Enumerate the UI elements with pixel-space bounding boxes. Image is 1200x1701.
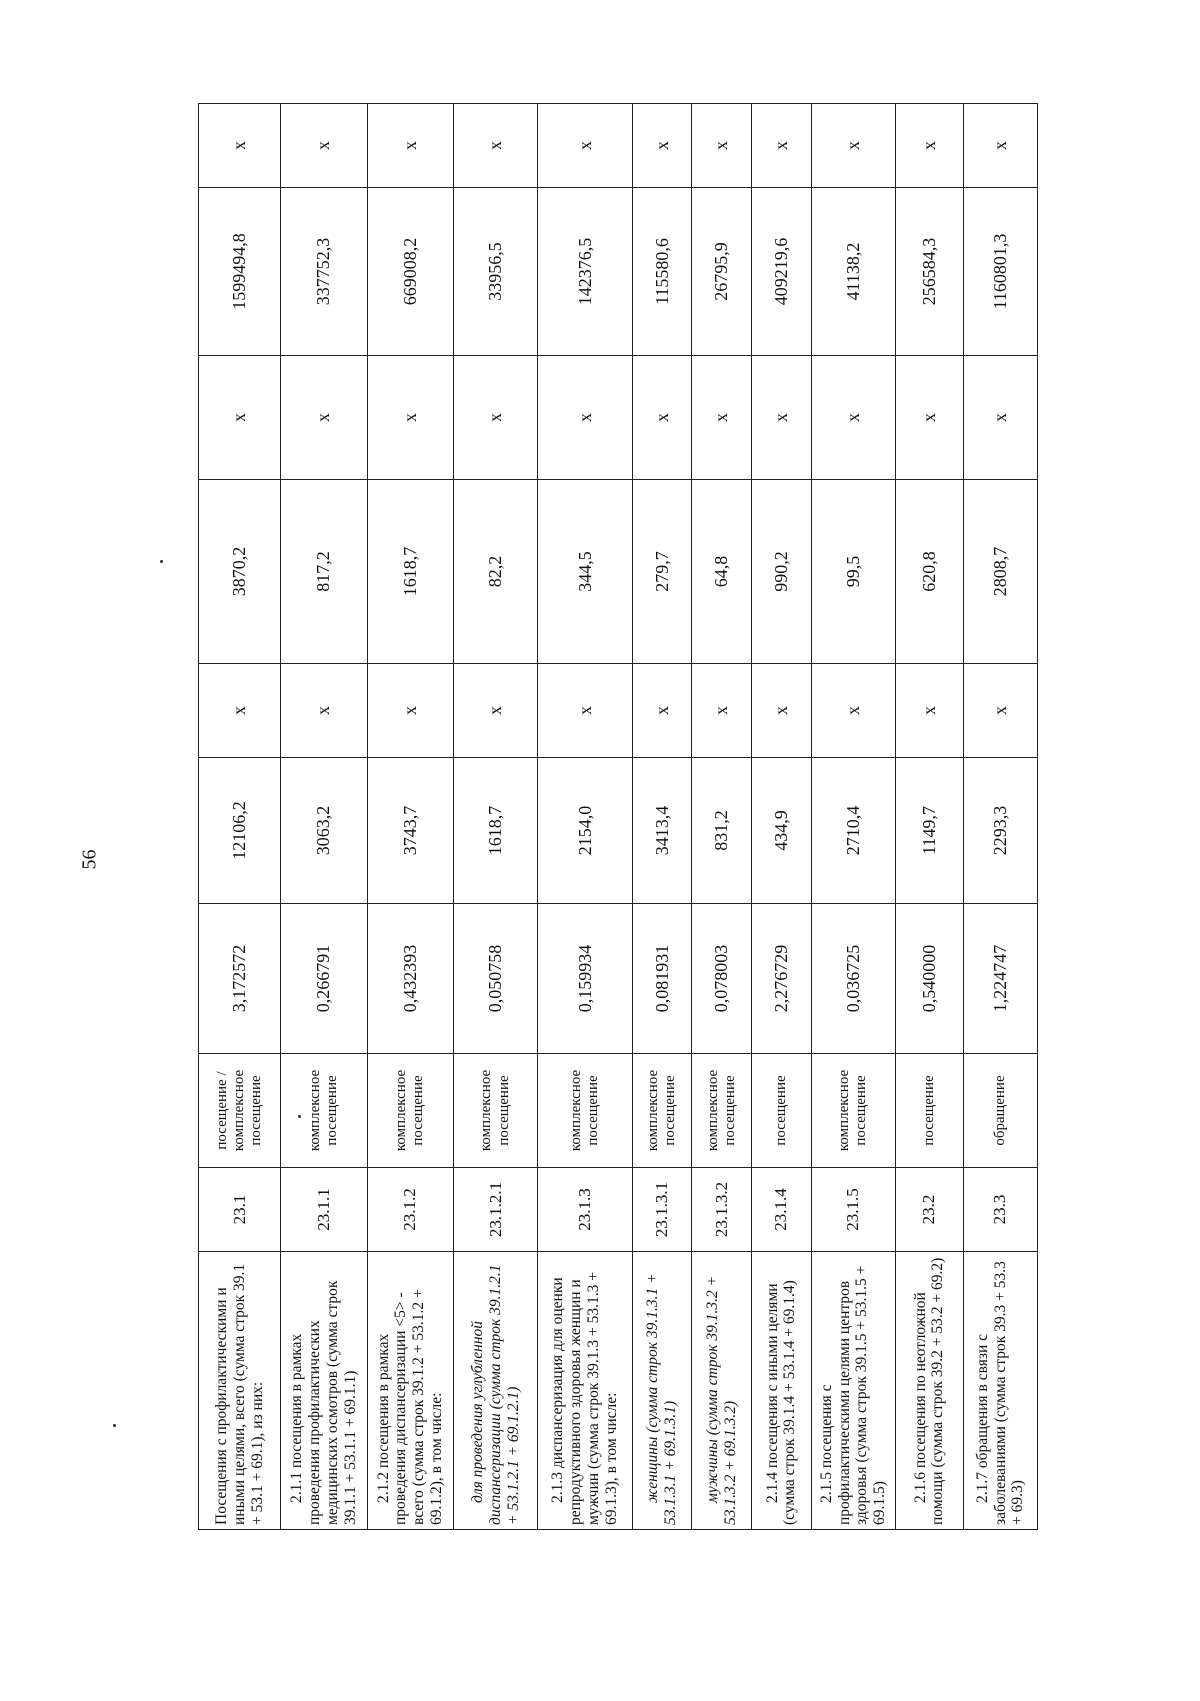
row-value-cell: 82,2: [453, 480, 537, 664]
table-row: [632, 104, 692, 1530]
table-row: [281, 104, 367, 1530]
row-code-cell: 23.1.3.2: [692, 1168, 752, 1252]
data-table: [198, 103, 1038, 1530]
row-value-cell: 3870,2: [199, 480, 281, 664]
row-value-cell: 2154,0: [538, 758, 633, 904]
table-row: [367, 104, 453, 1530]
row-code-cell: 23.1.2: [367, 1168, 453, 1252]
row-code-cell: 23.1.5: [811, 1168, 895, 1252]
row-value-cell: х: [963, 664, 1037, 758]
row-value-cell: 279,7: [632, 480, 692, 664]
row-value-cell: 256584,3: [896, 188, 964, 356]
row-value-cell: х: [752, 356, 812, 480]
row-unit-cell: комплексное посещение: [453, 1054, 537, 1168]
row-name-cell: [963, 1252, 1037, 1530]
row-value-cell: х: [199, 104, 281, 188]
row-value-cell: х: [367, 664, 453, 758]
row-name-cell: [199, 1252, 281, 1530]
row-value-cell: х: [199, 664, 281, 758]
row-value-cell: 337752,3: [281, 188, 367, 356]
row-name-cell: [692, 1252, 752, 1530]
scan-speck: [113, 1424, 116, 1427]
row-value-cell: 669008,2: [367, 188, 453, 356]
row-value-cell: 1599494,8: [199, 188, 281, 356]
row-name-text: 2.1.5 посещения с профилактическими целями центров здоровья (сумма строк 39.1.5 + 53.1.5 + 69.1.5): [817, 1265, 889, 1525]
row-value-cell: 344,5: [538, 480, 633, 664]
row-value-cell: х: [896, 104, 964, 188]
row-value-cell: 0,036725: [811, 904, 895, 1054]
row-name-cell: [811, 1252, 895, 1530]
row-value-cell: 1618,7: [367, 480, 453, 664]
row-name-cell: [367, 1252, 453, 1530]
row-value-cell: х: [632, 664, 692, 758]
row-value-cell: 409219,6: [752, 188, 812, 356]
row-name-text: 2.1.6 посещения по неотложной помощи (сумма строк 39.2 + 53.2 + 69.2): [911, 1257, 947, 1525]
row-value-cell: х: [963, 104, 1037, 188]
row-value-cell: 2710,4: [811, 758, 895, 904]
row-code-cell: 23.1.4: [752, 1168, 812, 1252]
row-name-text: 2.1.4 посещения с иными целями (сумма строк 39.1.4 + 53.1.4 + 69.1.4): [763, 1280, 799, 1525]
row-value-cell: 26795,9: [692, 188, 752, 356]
row-value-cell: 0,050758: [453, 904, 537, 1054]
row-value-cell: х: [896, 356, 964, 480]
row-unit-cell: комплексное посещение: [632, 1054, 692, 1168]
row-value-cell: 990,2: [752, 480, 812, 664]
row-value-cell: 0,159934: [538, 904, 633, 1054]
row-value-cell: 1149,7: [896, 758, 964, 904]
table-row: [752, 104, 812, 1530]
scan-speck: [298, 1115, 301, 1118]
row-value-cell: 434,9: [752, 758, 812, 904]
row-value-cell: 0,432393: [367, 904, 453, 1054]
table-container: [198, 104, 1038, 1530]
row-value-cell: 64,8: [692, 480, 752, 664]
row-code-cell: 23.2: [896, 1168, 964, 1252]
row-unit-cell: обращение: [963, 1054, 1037, 1168]
table-row: [538, 104, 633, 1530]
row-name-cell: [752, 1252, 812, 1530]
row-code-cell: 23.1.3.1: [632, 1168, 692, 1252]
row-value-cell: 33956,5: [453, 188, 537, 356]
row-code-cell: 23.1.2.1: [453, 1168, 537, 1252]
table-row: [811, 104, 895, 1530]
table-row: [453, 104, 537, 1530]
row-value-cell: 0,078003: [692, 904, 752, 1054]
row-value-cell: 1618,7: [453, 758, 537, 904]
row-name-cell: [281, 1252, 367, 1530]
row-name-text: 2.1.3 диспансеризация для оценки репродуктивного здоровья женщин и мужчин (сумма строк 39.1.3 + 53.1.3 + 69.1.3), в том числе:: [549, 1272, 620, 1525]
row-value-cell: х: [538, 104, 633, 188]
row-value-cell: 3413,4: [632, 758, 692, 904]
table-row: [963, 104, 1037, 1530]
table-row: [692, 104, 752, 1530]
row-value-cell: 1160801,3: [963, 188, 1037, 356]
row-value-cell: х: [453, 104, 537, 188]
row-name-text: 2.1.2 посещения в рамках проведения диспансеризации <5> - всего (сумма строк 39.1.2 + 53.1.2 + 69.1.2), в том числе:: [374, 1289, 446, 1525]
row-value-cell: х: [632, 356, 692, 480]
row-code-cell: 23.1.1: [281, 1168, 367, 1252]
row-value-cell: 817,2: [281, 480, 367, 664]
row-name-text: для проведения углубленной диспансеризации (сумма строк 39.1.2.1 + 53.1.2.1 + 69.1.2.1): [468, 1264, 522, 1525]
row-value-cell: х: [281, 356, 367, 480]
row-unit-cell: посещение / комплексное посещение: [199, 1054, 281, 1168]
row-code-cell: 23.1.3: [538, 1168, 633, 1252]
row-unit-cell: комплексное посещение: [692, 1054, 752, 1168]
row-value-cell: 831,2: [692, 758, 752, 904]
row-value-cell: х: [692, 104, 752, 188]
row-name-cell: [896, 1252, 964, 1530]
row-name-text: 2.1.1 посещения в рамках проведения профилактических медицинских осмотров (сумма строк 39.1.1 + 53.1.1 + 69.1.1): [288, 1280, 359, 1525]
row-value-cell: х: [281, 104, 367, 188]
row-name-text: Посещения с профилактическими и иными целями, всего (сумма строк 39.1 + 53.1 + 69.1), из них:: [212, 1263, 266, 1525]
row-value-cell: х: [692, 356, 752, 480]
row-value-cell: х: [896, 664, 964, 758]
row-value-cell: х: [811, 104, 895, 188]
page-number: 56: [78, 849, 101, 870]
row-name-cell: [538, 1252, 633, 1530]
row-unit-cell: комплексное посещение: [367, 1054, 453, 1168]
row-value-cell: 142376,5: [538, 188, 633, 356]
row-value-cell: х: [367, 104, 453, 188]
row-value-cell: 1,224747: [963, 904, 1037, 1054]
row-code-cell: 23.1: [199, 1168, 281, 1252]
table-row: [199, 104, 281, 1530]
row-unit-cell: комплексное посещение: [811, 1054, 895, 1168]
row-value-cell: 0,081931: [632, 904, 692, 1054]
row-unit-cell: комплексное посещение: [281, 1054, 367, 1168]
row-value-cell: х: [538, 664, 633, 758]
row-name-cell: [632, 1252, 692, 1530]
row-value-cell: х: [811, 356, 895, 480]
row-value-cell: 3743,7: [367, 758, 453, 904]
row-value-cell: 2293,3: [963, 758, 1037, 904]
row-value-cell: 115580,6: [632, 188, 692, 356]
row-value-cell: 0,266791: [281, 904, 367, 1054]
row-name-cell: [453, 1252, 537, 1530]
row-value-cell: х: [367, 356, 453, 480]
row-unit-cell: посещение: [896, 1054, 964, 1168]
row-value-cell: х: [963, 356, 1037, 480]
row-value-cell: х: [752, 664, 812, 758]
row-value-cell: 3063,2: [281, 758, 367, 904]
row-value-cell: х: [199, 356, 281, 480]
row-value-cell: 99,5: [811, 480, 895, 664]
row-name-text: мужчины (сумма строк 39.1.3.2 + 53.1.3.2 + 69.1.3.2): [703, 1275, 739, 1525]
row-value-cell: х: [692, 664, 752, 758]
row-value-cell: х: [453, 356, 537, 480]
row-value-cell: 0,540000: [896, 904, 964, 1054]
row-value-cell: х: [281, 664, 367, 758]
row-value-cell: х: [538, 356, 633, 480]
row-code-cell: 23.3: [963, 1168, 1037, 1252]
row-value-cell: 620,8: [896, 480, 964, 664]
row-value-cell: 12106,2: [199, 758, 281, 904]
row-value-cell: 3,172572: [199, 904, 281, 1054]
row-value-cell: 2808,7: [963, 480, 1037, 664]
row-value-cell: 41138,2: [811, 188, 895, 356]
row-value-cell: х: [752, 104, 812, 188]
row-unit-cell: комплексное посещение: [538, 1054, 633, 1168]
row-name-text: женщины (сумма строк 39.1.3.1 + 53.1.3.1 + 69.1.3.1): [644, 1273, 680, 1525]
row-value-cell: х: [632, 104, 692, 188]
table-row: [896, 104, 964, 1530]
row-value-cell: 2,276729: [752, 904, 812, 1054]
row-name-text: 2.1.7 обращения в связи с заболеваниями (сумма строк 39.3 + 53.3 + 69.3): [973, 1261, 1027, 1525]
row-value-cell: х: [811, 664, 895, 758]
row-value-cell: х: [453, 664, 537, 758]
row-unit-cell: посещение: [752, 1054, 812, 1168]
scan-speck: [160, 560, 163, 563]
